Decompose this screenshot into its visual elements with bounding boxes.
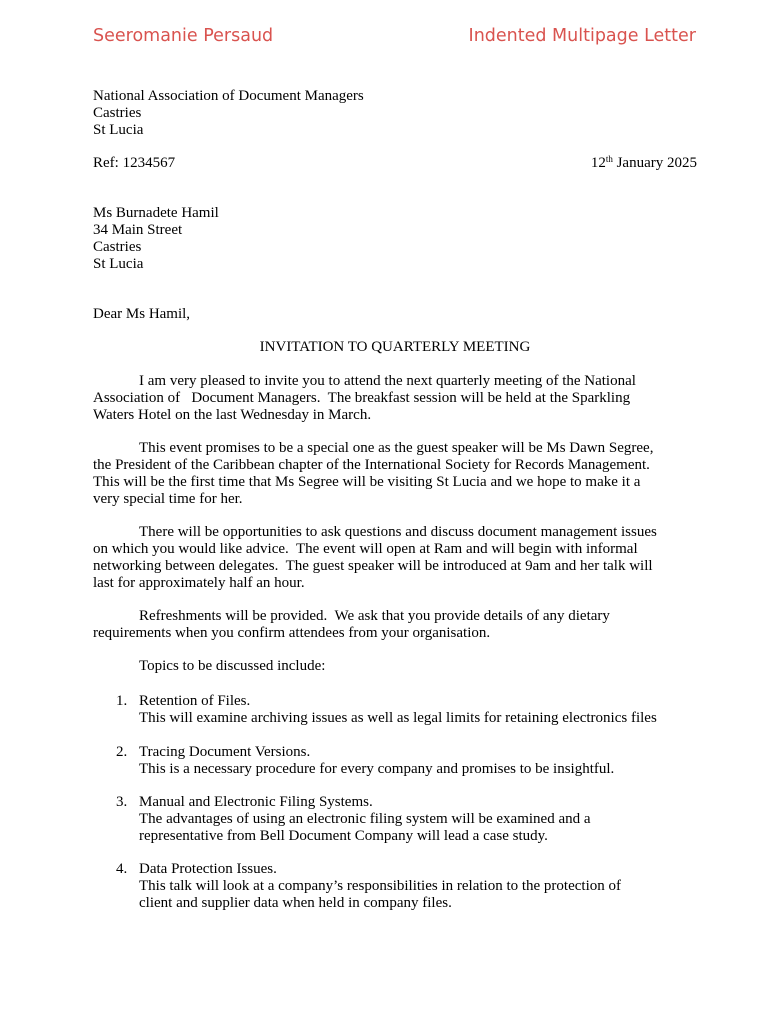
letter-body [93, 88, 697, 912]
recipient-line: St Lucia [93, 256, 144, 272]
paragraph-line: Refreshments will be provided. We ask that you provide details of any dietary [139, 608, 610, 624]
paragraph-line: requirements when you confirm attendees from your organisation. [93, 625, 491, 641]
paragraph-line: networking between delegates. The guest speaker will be introduced at 9am and her talk will [93, 558, 653, 574]
list-item-description: representative from Bell Document Company will lead a case study. [139, 828, 548, 844]
list-item-number: 3. [116, 794, 128, 810]
recipient-address [93, 205, 697, 273]
recipient-line: Castries [93, 239, 142, 255]
paragraph-line: This will be the first time that Ms Segree will be visiting St Lucia and we hope to make it a [93, 474, 641, 490]
paragraph-line: on which you would like advice. The event will open at Ram and will begin with informal [93, 541, 638, 557]
list-item-title: Tracing Document Versions. [139, 744, 311, 760]
sender-line: Castries [93, 105, 142, 121]
recipient-line: 34 Main Street [93, 222, 183, 238]
date-suffix: th [605, 154, 613, 164]
paragraph-line: This event promises to be a special one as the guest speaker will be Ms Dawn Segree, [139, 440, 654, 456]
paragraph-schedule [93, 524, 697, 592]
paragraph-topics-intro [93, 658, 697, 675]
paragraph-line: Topics to be discussed include: [139, 658, 326, 674]
sender-line: St Lucia [93, 122, 144, 138]
topics-list [93, 693, 697, 912]
list-item [93, 794, 697, 845]
list-item-title: Manual and Electronic Filing Systems. [139, 794, 373, 810]
reference-number: Ref: 1234567 [93, 155, 176, 171]
paragraph-line: Association of Document Managers. The breakfast session will be held at the Sparkling [93, 390, 631, 406]
list-item-description: This will examine archiving issues as well as legal limits for retaining electronics files [139, 710, 657, 726]
paragraph-line: Waters Hotel on the last Wednesday in March. [93, 407, 372, 423]
list-item-number: 2. [116, 744, 128, 760]
list-item [93, 693, 697, 727]
list-item [93, 861, 697, 912]
list-item-description: This talk will look at a company’s responsibilities in relation to the protection of [139, 878, 621, 894]
list-item-description: The advantages of using an electronic filing system will be examined and a [139, 811, 591, 827]
paragraph-guest-speaker [93, 440, 697, 508]
paragraph-line: the President of the Caribbean chapter of the International Society for Records Management. [93, 457, 650, 473]
paragraph-line: There will be opportunities to ask questions and discuss document management issues [139, 524, 657, 540]
list-item-description: This is a necessary procedure for every company and promises to be insightful. [139, 761, 615, 777]
list-item-description: client and supplier data when held in company files. [139, 895, 452, 911]
reference-row [93, 155, 697, 172]
paragraph-invitation [93, 373, 697, 424]
paragraph-line: last for approximately half an hour. [93, 575, 305, 591]
list-item-number: 4. [116, 861, 128, 877]
sender-address [93, 88, 697, 139]
list-item-title: Retention of Files. [139, 693, 251, 709]
list-item [93, 744, 697, 778]
date-month-year: January 2025 [612, 155, 697, 171]
recipient-line: Ms Burnadete Hamil [93, 205, 219, 221]
header-document-type: Indented Multipage Letter [468, 26, 696, 46]
list-item-title: Data Protection Issues. [139, 861, 277, 877]
header-author: Seeromanie Persaud [93, 26, 274, 46]
letter-date [591, 155, 697, 172]
date-day: 12 [590, 155, 606, 171]
list-item-number: 1. [116, 693, 128, 709]
salutation: Dear Ms Hamil, [93, 306, 191, 322]
letter-subject: INVITATION TO QUARTERLY MEETING [259, 339, 531, 355]
paragraph-refreshments [93, 608, 697, 642]
paragraph-line: very special time for her. [93, 491, 243, 507]
paragraph-line: I am very pleased to invite you to attend the next quarterly meeting of the National [139, 373, 636, 389]
sender-line: National Association of Document Managers [93, 88, 364, 104]
